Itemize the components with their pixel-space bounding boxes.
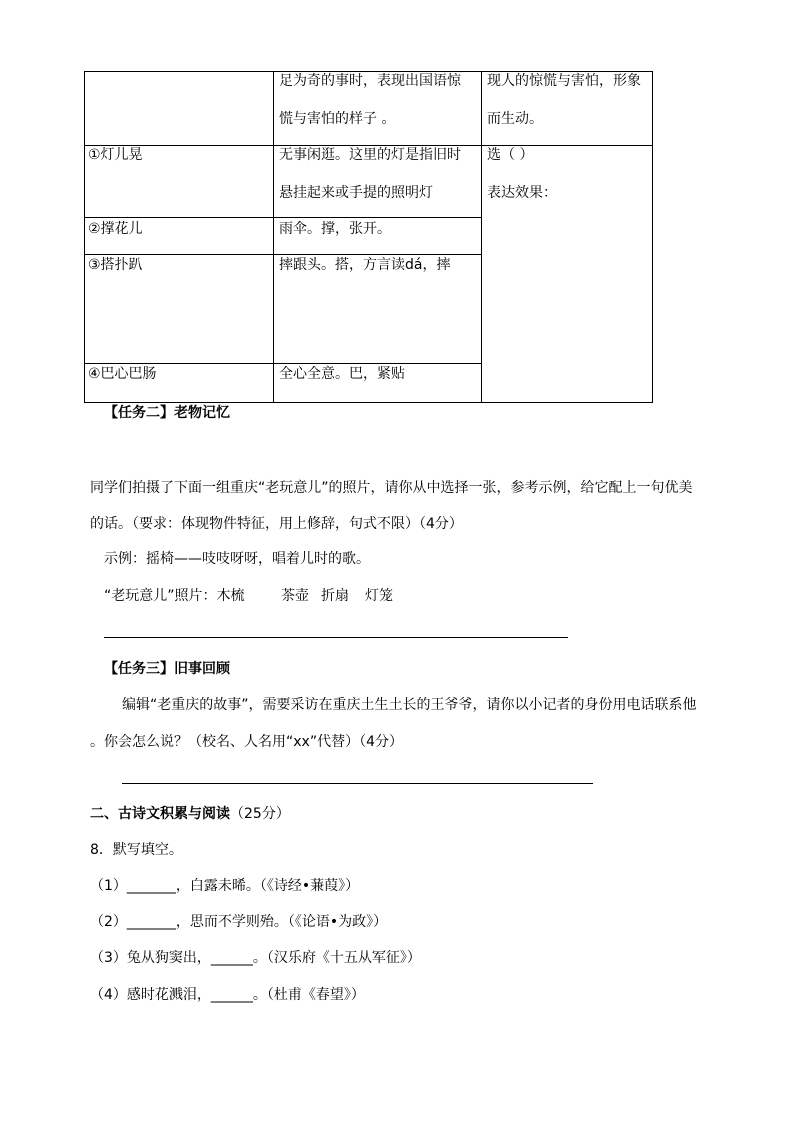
answer-line bbox=[104, 637, 568, 638]
table-cell-meaning: 无事闲逛。这里的灯是指旧时 悬挂起来或手提的照明灯 bbox=[279, 147, 461, 201]
table-cell-word: ①灯儿晃 bbox=[88, 147, 143, 163]
question-8: 8．默写填空。 bbox=[90, 842, 183, 858]
vocab-table bbox=[84, 71, 653, 403]
task3-prompt: 编辑“老重庆的故事”，需要采访在重庆土生土长的王爷爷，请你以小记者的身份用电话联系他 bbox=[122, 697, 697, 713]
section2-points: （25分） bbox=[230, 806, 290, 822]
fill-blank-item: （1）_______，白露未晞。（《诗经•蒹葭》） bbox=[90, 878, 360, 894]
effect-label: 表达效果： bbox=[487, 185, 557, 201]
table-cell-meaning: 摔跟头。搭，方言读dá，摔 bbox=[279, 257, 451, 273]
photo-option: 折扇 bbox=[321, 588, 349, 604]
table-border-left bbox=[84, 71, 85, 403]
task2-prompt: 的话。（要求：体现物件特征，用上修辞，句式不限）（4分） bbox=[90, 516, 463, 532]
table-cell-effect bbox=[487, 136, 557, 212]
task2-example: 示例：摇椅——吱吱呀呀，唱着儿时的歌。 bbox=[104, 551, 370, 567]
task2-prompt: 同学们拍摄了下面一组重庆“老玩意儿”的照片，请你从中选择一张，参考示例，给它配上一句优美 bbox=[90, 480, 693, 496]
table-cell-meaning: 足为奇的事时，表现出国语惊 慌与害怕的样子 。 bbox=[279, 73, 461, 127]
table-cell-word: ④巴心巴肠 bbox=[88, 366, 157, 382]
photo-option: 茶壶 bbox=[281, 588, 309, 604]
task2-heading: 【任务二】老物记忆 bbox=[104, 405, 230, 421]
table-border-right bbox=[652, 71, 653, 403]
table-cell-effect: 现人的惊慌与害怕，形象 而生动。 bbox=[487, 73, 641, 127]
table-col-divider bbox=[273, 71, 274, 403]
table-cell-meaning: 全心全意。巴，紧贴 bbox=[279, 366, 405, 382]
fill-blank-item: （4）感时花溅泪，______。（杜甫《春望》） bbox=[90, 987, 365, 1003]
table-cell-word: ②撑花儿 bbox=[88, 221, 143, 237]
choose-blank: 选（ ） bbox=[487, 147, 534, 163]
table-cell-meaning: 雨伞。撑，张开。 bbox=[279, 221, 391, 237]
task2-photos-label: “老玩意儿”照片：木梳 bbox=[104, 588, 245, 604]
table-col-divider bbox=[481, 71, 482, 403]
task3-heading: 【任务三】旧事回顾 bbox=[104, 661, 230, 677]
task3-prompt: 。你会怎么说？（校名、人名用“xx”代替）（4分） bbox=[90, 734, 403, 750]
photo-option: 灯笼 bbox=[365, 588, 393, 604]
answer-line bbox=[122, 783, 593, 784]
fill-blank-item: （3）兔从狗窦出，______。（汉乐府《十五从军征》） bbox=[90, 950, 421, 966]
section2-title: 二、古诗文积累与阅读 bbox=[90, 806, 230, 822]
table-cell-word: ③搭扑趴 bbox=[88, 257, 143, 273]
fill-blank-item: （2）_______，思而不学则殆。（《论语•为政》） bbox=[90, 914, 388, 930]
section2-heading bbox=[90, 803, 290, 823]
